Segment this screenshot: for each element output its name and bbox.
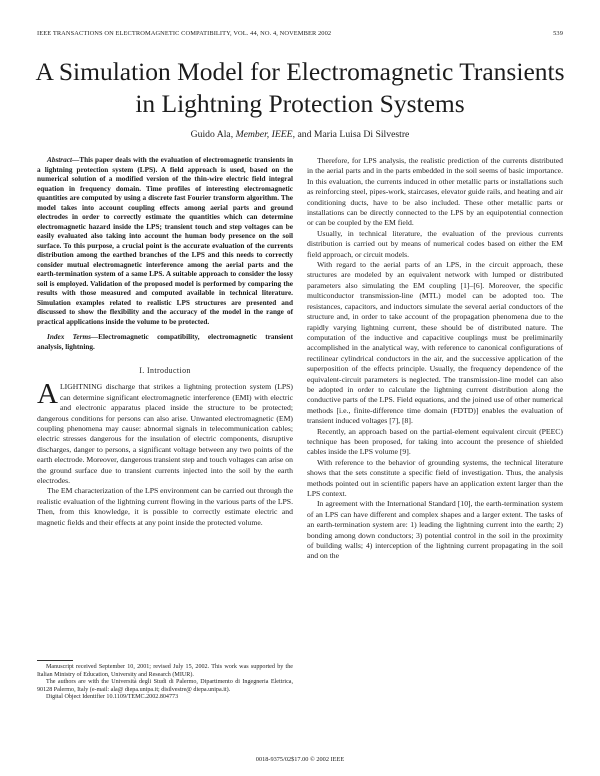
- footnote-affiliation: The authors are with the Università degli Studi di Palermo, Dipartimento di Ingegneria Elettrica, 90128 Palermo, Italy (e-mail: ala@ diepa.unipa.it; disilvestre@ diepa.unipa.it).: [37, 679, 293, 693]
- copyright-footer: 0018-9375/02$17.00 © 2002 IEEE: [255, 756, 345, 763]
- abstract: [37, 156, 293, 327]
- footnotes: [37, 664, 293, 702]
- body-paragraph-6: In agreement with the International Standard [10], the earth-termination system of an LPS can have different and complex shapes and a larger extent. The tasks of an earth-termination system are: 1) leading the lightning current into the earth; 2) bonding among down conductors; 3) potential control in the soil in the proximity of building walls; 4) interception of the lightning current propagating in the soil and on the: [307, 499, 563, 561]
- footnote-manuscript: Manuscript received September 10, 2001; revised July 15, 2002. This work was supported by the Italian Ministry of Education, University and Research (MIUR).: [37, 664, 293, 678]
- footnote-divider: [37, 660, 73, 661]
- footnote-doi: Digital Object Identifier 10.1109/TEMC.2002.804773: [46, 694, 179, 701]
- abstract-text: This paper deals with the evaluation of electromagnetic transients in a lightning protection system (LPS). A field approach is used, based on the numerical solution of a modified version of the thin-wire electric field integral equation in frequency domain. Time profiles of interesting electromagnetic quantities are computed by using a discrete fast Fourier transform algorithm. The model takes into account coupling effects among aerial parts and ground electrodes in order to correctly estimate the quantities which can determine electromagnetic hazard inside the LPS; transient touch and step voltages can be easily evaluated also taking into account the human body presence on the soil surface. To this purpose, a crucial point is the accurate evaluation of the currents distribution among the earthed branches of the LPS and this needs to correctly consider mutual electromagnetic interference among the aerial parts and the earth-termination system of a same LPS. A suitable approach to consider the lossy soil is employed. Validation of the proposed model is performed by comparing the results with those measured and computed available in technical literature. Simulation examples related to realistic LPS structures are presented and discussed to show the flexibility and the accuracy of the model in the range of practical applications inside the volume to be protected.: [37, 156, 293, 326]
- intro-paragraph-1: [37, 378, 293, 486]
- paper-title: [20, 56, 580, 120]
- title-line-1: A Simulation Model for Electromagnetic Transients: [35, 57, 565, 86]
- running-header: [37, 30, 563, 40]
- left-column: [37, 156, 293, 528]
- author-1: Guido Ala,: [190, 129, 234, 140]
- title-line-2: in Lightning Protection Systems: [135, 89, 465, 118]
- body-paragraph-4: Recently, an approach based on the partial-element equivalent circuit (PEEC) technique has been proposed, for taking into account the presence of shielded cables inside the LPS volume [9].: [307, 426, 563, 457]
- author-2: and Maria Luisa Di Silvestre: [297, 129, 410, 140]
- body-paragraph-3: With regard to the aerial parts of an LPS, in the circuit approach, these structures are modeled by an equivalent network with lumped or distributed parameters also simulating the EM coupling [1]–[6]. Moreover, the specific multiconductor transmission-line (MTL) model can be adopted too. The resistances, capacitors, and inductors simulate the several aerial conductors of the structure and, in order to take account of the propagation phenomena due to the rapidly varying lightning current, these should be of distributed nature. The computation of the inductive and capacitive couplings must be preliminarily accomplished in the analytical way, with reference to canonical configurations of rectilinear cylindrical conductors in the air, and the successive application of the superposition of the effects principle. Usually, the frequency dependence of the equivalent-circuit parameters is neglected. The transmission-line model can also be adopted in order to calculate the lightning current distribution along the conductive parts of the LPS. Field equations, and the joined use of other numerical methods [i.e., finite-difference time domain (FDTD)] enables the evaluation of transient induced voltages [7], [8].: [307, 260, 563, 426]
- index-terms: [37, 333, 293, 352]
- author-line: [0, 129, 600, 140]
- membership-grade: Member, IEEE,: [235, 129, 296, 140]
- body-paragraph-5: With reference to the behavior of grounding systems, the technical literature shows that the sets constitute a specific field of investigation. Thus, the analysis methods pointed out in scientific papers have an application extent larger than the LPS context.: [307, 457, 563, 498]
- intro-paragraph-1-text: LIGHTNING discharge that strikes a lightning protection system (LPS) can determine significant electromagnetic interference (EMI) with electric and electronic apparatus placed inside the structure to be protected; dangerous conditions for persons can also arise. Unwanted electromagnetic (EM) coupling phenomena may cause: abnormal signals in telecommunication cables; electric stresses dangerous for the insulation of electric components, disruptive discharges, danger to persons, a significant voltage between any two points of the earth electrode. Moreover, dangerous transient step and touch voltages can arise on the ground surface due to transient currents injected into the soil by the earth electrodes.: [37, 382, 293, 486]
- body-paragraph-1: Therefore, for LPS analysis, the realistic prediction of the currents distributed in the aerial parts and in the parts embedded in the soil seems of basic importance. In this evaluation, the currents induced in other metallic parts or installations such as reinforcing steel, pipes-work, staircases, elevator guide rails, and heating and air conditioning ducts, have to be also included. These other metallic parts or installations can be directly connected to the LPS by an equipotential connection or can be coupled by the EM field.: [307, 156, 563, 228]
- section-heading-introduction: I. Introduction: [139, 366, 191, 375]
- index-terms-lead: Index Terms—: [47, 333, 99, 341]
- journal-citation: IEEE TRANSACTIONS ON ELECTROMAGNETIC COMPATIBILITY, VOL. 44, NO. 4, NOVEMBER 2002: [37, 30, 332, 37]
- drop-cap: A: [37, 378, 58, 411]
- abstract-lead: Abstract—: [47, 156, 80, 164]
- index-terms-text: Electromagnetic compatibility, electromagnetic transient analysis, lightning.: [37, 333, 293, 351]
- intro-paragraph-2: The EM characterization of the LPS environment can be carried out through the realistic evaluation of the lightning current flowing in the various parts of the LPS. Then, from this knowledge, it is possible to correctly estimate electric and magnetic fields and their effects at any point inside the protected volume.: [37, 486, 293, 527]
- body-paragraph-2: Usually, in technical literature, the evaluation of the previous currents distribution is carried out by means of numerical codes based on either the EM field approach, or circuit models.: [307, 228, 563, 259]
- right-column: [307, 156, 563, 562]
- page-number: 539: [553, 30, 563, 37]
